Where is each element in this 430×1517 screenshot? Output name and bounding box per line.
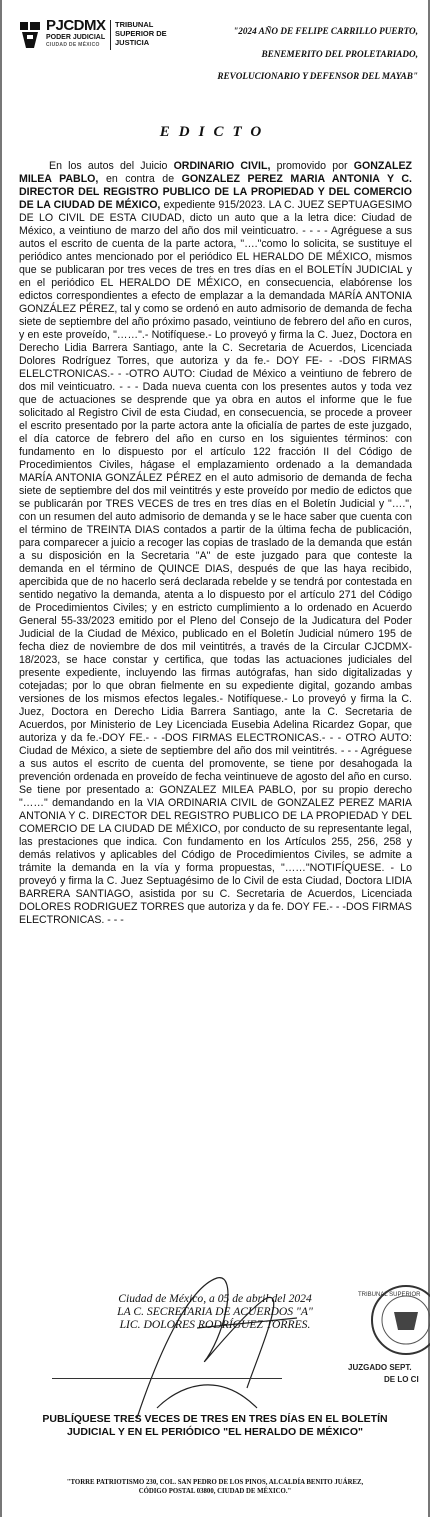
body-emphasis: ORDINARIO CIVIL, [173,160,271,172]
publication-line: JUDICIAL Y EN EL PERIÓDICO "EL HERALDO DE MÉXICO" [66,1426,364,1438]
tribunal-line: SUPERIOR DE [115,29,167,38]
tribunal-line: JUSTICIA [115,38,150,47]
motto-line: "2024 AÑO DE FELIPE CARRILLO PUERTO, [233,26,418,36]
motto-line: REVOLUCIONARIO Y DEFENSOR DEL MAYAB" [217,71,418,81]
edict-body [19,160,412,927]
logo-text [46,18,106,48]
logo-divider [110,20,111,50]
body-emphasis: GONZALEZ PEREZ MARIA ANTONIA Y C. DIRECTOR DEL REGISTRO PUBLICO DE LA PROPIEDAD Y DEL COMERCIO DE LA CIUDAD DE MÉXICO, [19,173,412,211]
motto-line: BENEMERITO DEL PROLETARIADO, [261,48,418,59]
logo-subtitle-city: CIUDAD DE MÉXICO [46,42,100,48]
seal-text: TRIBUNAL SUPERIOR [358,1292,421,1298]
body-text: en contra de [98,173,182,185]
body-text: promovido por [270,160,354,172]
document-title: EDICTO [159,124,271,140]
pjcdmx-emblem-icon [18,20,42,50]
address-line: "TORRE PATRIOTISMO 230, COL. SAN PEDRO DE LOS PINOS, ALCALDÍA BENITO JUÁREZ, [66,1479,364,1486]
pjcdmx-logo [18,18,188,58]
address-line: CÓDIGO POSTAL 03800, CIUDAD DE MÉXICO." [138,1488,292,1495]
publication-instruction [2,1413,428,1439]
court-seal-icon [344,1282,430,1392]
signature-name: LIC. DOLORES RODRÍGUEZ TORRES. [119,1318,311,1331]
year-motto [168,20,418,88]
seal-text: JUZGADO SEPT. [348,1363,412,1372]
tribunal-line: TRIBUNAL [115,20,154,29]
signature-date: Ciudad de México, a 05 de abril del 2024 [118,1292,312,1305]
body-emphasis: GONZALEZ MILEA PABLO, [19,160,412,185]
tribunal-name [115,20,167,47]
logo-brand: PJCDMX [46,17,106,34]
seal-text: DE LO CI [384,1375,419,1384]
signature-role: LA C. SECRETARIA DE ACUERDOS "A" [117,1305,313,1318]
document-header [18,18,418,108]
signature-line [52,1378,282,1379]
logo-subtitle: PODER JUDICIAL [46,34,106,41]
publication-line: PUBLÍQUESE TRES VECES DE TRES EN TRES DÍAS EN EL BOLETÍN [42,1413,388,1425]
body-text: En los autos del Juicio [49,160,174,172]
court-address [2,1478,428,1496]
body-text: expediente 915/2023. LA C. JUEZ SEPTUAGESIMO DE LO CIVIL DE ESTA CIUDAD, dicto un auto que a la letra dice: Ciudad de México, a veintiuno de marzo del año dos mil veinticuatro. - - - - Agréguese a sus autos el escrito de cuenta de la parte actora, "…."como lo solicita, se sustituye el periódico antes mencionado por el periódico EL HERALDO DE MÉXICO, mismos que se publicaran por tres veces de tres en tres días en el BOLETÍN JUDICIAL y en el periódico EL HERALDO DE MÉXICO, en consecuencia, elabórense los edictos correspondientes a efecto de emplazar a la demandada MARÍA ANTONIA GONZÁLEZ PÉREZ, tal y como se ordenó en auto admisorio de demanda de fecha siete de septiembre del año próximo pasado, veintiuno de febrero del año en curos, y en este proveído, "……".- Notifíquese.- Lo proveyó y firma la C. Juez, Doctora en Derecho Lidia Barrera Santiago, ante la C. Secretaria de Acuerdos, Licenciada Dolores Rodríguez Torres, que autoriza y da fe.- DOY FE- - -DOS FIRMAS ELELCTRONICAS.- - -OTRO AUTO: Ciudad de México a veintiuno de febrero de dos mil veinticuatro. - - - Dada nueva cuenta con los presentes autos y toda vez que de actuaciones se desprende que ya obra en autos el informe que le fue solicitado al Registro Civil de esta Ciudad, en consecuencia, se procede a proveer el escrito presentado por la parte actora ante la oficialía de partes de este juzgado, el día catorce de febrero del año en curso en los siguientes términos: con fundamento en lo dispuesto por el artículo 122 fracción II del Código de Procedimientos Civiles, hágase el emplazamiento ordenado a la demandada MARÍA ANTONIA GONZÁLEZ PÉREZ en el auto admisorio de demanda de fecha siete de septiembre del dos mil veintitrés y este proveído por medio de edictos que se publicarán por TRES VECES de tres en tres días en el Boletín Judicial y "….", con un resumen del auto admisorio de demanda y se le hace saber que cuenta con el término de TREINTA DIAS contados a partir de la última fecha de publicación, para comparecer a juicio a recoger las copias de traslado de la demanda que están a su disposición en la Secretaria "A" de este juzgado para que conteste la demanda en el término de QUINCE DIAS, después de que las haya recibido, apercibida que de no hacerlo será declarada rebelde y se tendrá por contestada en sentido negativo la demanda, atenta a lo dispuesto por el artículo 271 del Código de Procedimientos Civiles; y en estricto cumplimiento a lo ordenado en Acuerdo General 55-33/2023 emitido por el Pleno del Consejo de la Judicatura del Poder Judicial de la Ciudad de México, publicado en el Boletín Judicial número 195 de fecha diez de noviembre de dos mil veintitrés, a través de la Circular CJCDMX-18/2023, se hace constar y certifica, que todas las actuaciones judiciales del presente expediente, incluyendo las firmas autógrafas, han sido digitalizadas y cotejadas; por lo que obran fielmente en su expediente digital, gozando ambas versiones de los mismos efectos legales.- Notifíquese.- Lo proveyó y firma la C. Juez, Doctora en Derecho Lidia Barrera Santiago, ante la C. Secretaria de Acuerdos, por Ministerio de Ley Licenciada Eusebia Adelina Ricardez Gopar, que autoriza y da fe.-DOY FE.- - -DOS FIRMAS ELECTRONICAS.- - - OTRO AUTO: Ciudad de México, a siete de septiembre del año dos mil veintitrés. - - - Agréguese a sus autos el escrito de cuenta del promovente, se tiene por desahogada la prevención ordenada en proveído de fecha veintinueve de agosto del año en curso. Se tiene por presentado a: GONZALEZ MILEA PABLO, por su propio derecho "……" demandando en la VIA ORDINARIA CIVIL de GONZALEZ PEREZ MARIA ANTONIA Y C. DIRECTOR DEL REGISTRO PUBLICO DE LA PROPIEDAD Y DEL COMERCIO DE LA CIUDAD DE MÉXICO, por conducto de su representante legal, las prestaciones que indica. Con fundamento en los Artículos 255, 256, 258 y demás relativos y aplicables del Código de Procedimientos Civiles, se admite a trámite la demanda en la vía y forma propuestas, "……"NOTIFÍQUESE. - Lo proveyó y firma la C. Juez Septuagésimo de lo Civil de esta Ciudad, Doctora LIDIA BARRERA SANTIAGO, asistida por su C. Secretaria de Acuerdos, Licenciada DOLORES RODRIGUEZ TORRES que autoriza y da fe. DOY FE.- - -DOS FIRMAS ELECTRONICAS. - - - [19,199,413,926]
